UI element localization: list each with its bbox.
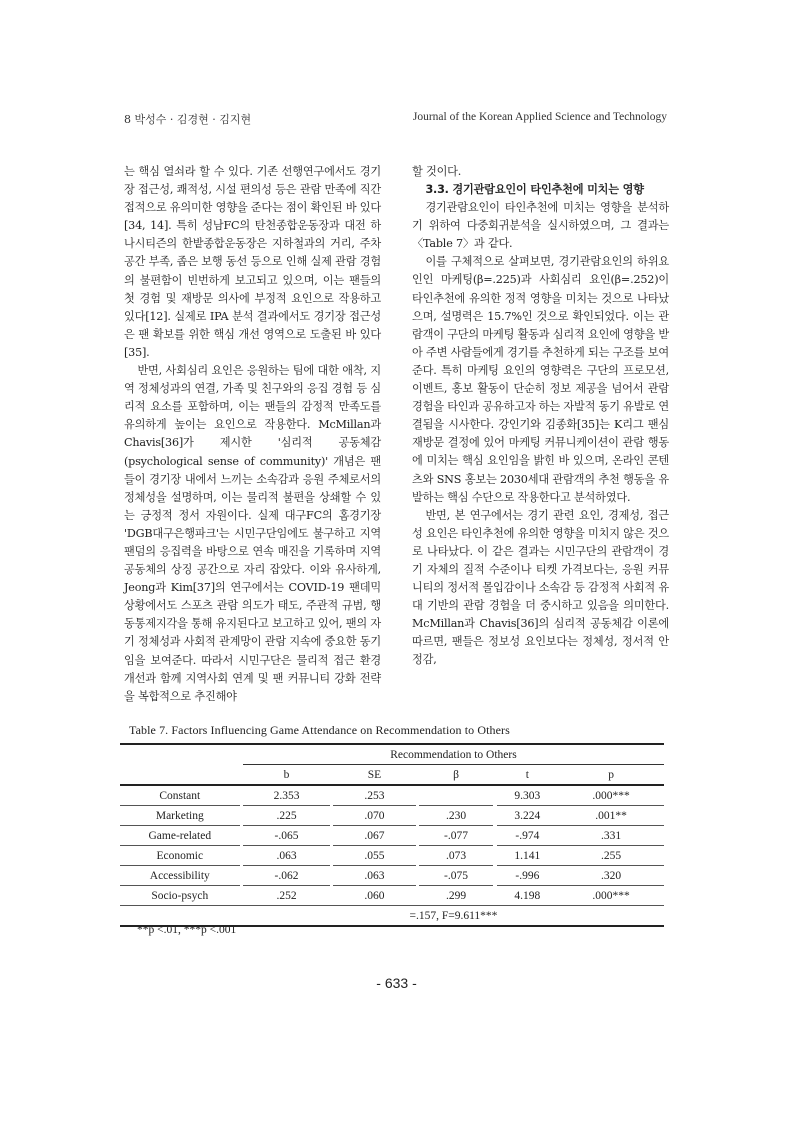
column-header: t <box>497 765 559 786</box>
paragraph: 는 핵심 열쇠라 할 수 있다. 기존 선행연구에서도 경기장 접근성, 쾌적성, 시설 편의성 등은 관람 만족에 직간접적으로 유의미한 영향을 준다는 점이 확인된 바 있다[34, 14]. 특히 성남FC의 탄천종합운동장과 대전 하나시티즌의 한밭종합운동장은 지하철과의 거리, 주차 공간 부족, 좁은 보행 동선 등으로 인해 실제 관람 경험의 불편함이 빈번하게 보고되고 있으며, 이는 팬들의 첫 경험 및 재방문 의사에 부정적 요인으로 작용하고 있다[12]. 실제로 IPA 분석 결과에서도 경기장 접근성은 팬 확보를 위한 핵심 개선 영역으로 도출된 바 있다[35]. <box>124 165 381 359</box>
table-row: Marketing .225 .070 .230 3.224 .001** <box>120 806 664 826</box>
column-header: SE <box>333 765 415 786</box>
running-header-journal: Journal of the Korean Applied Science and Technology <box>412 111 667 123</box>
paragraph: 반면, 본 연구에서는 경기 관련 요인, 경제성, 접근성 요인은 타인추천에 유의한 영향을 미치지 않은 것으로 나타났다. 이 같은 결과는 시민구단의 관람객이 경기 자체의 질적 수준이나 티켓 가격보다는, 응원 커뮤니티의 정서적 몰입감이나 소속감 등 감정적 사회적 유대 기반의 관람 경험을 더 중시하고 있음을 의미한다. McMillan과 Chavis[36]의 심리적 공동체감 이론에 따르면, 팬들은 정보성 요인보다는 정체성, 정서적 안정감, <box>412 508 669 667</box>
right-column <box>412 163 669 670</box>
column-header: β <box>419 765 493 786</box>
table-row: Economic .063 .055 .073 1.141 .255 <box>120 846 664 866</box>
left-column <box>124 163 381 706</box>
paragraph: 경기관람요인이 타인추천에 미치는 영향을 분석하기 위하여 다중회귀분석을 실시하였으며, 그 결과는 〈Table 7〉과 같다. <box>412 201 669 251</box>
table-row: Constant 2.353 .253 9.303 .000*** <box>120 785 664 806</box>
table-note: **p <.01, ***p <.001 <box>137 924 237 936</box>
page-number: - 633 - <box>376 975 417 991</box>
running-header-authors: 8 박성수 · 김경현 · 김지현 <box>124 113 252 126</box>
paragraph: 할 것이다. <box>412 165 462 178</box>
table-row: Socio-psych .252 .060 .299 4.198 .000*** <box>120 886 664 906</box>
paragraph: 이를 구체적으로 살펴보면, 경기관람요인의 하위요인인 마케팅(β=.225)과 사회심리 요인(β=.252)이 타인추천에 유의한 정적 영향을 미치는 것으로 나타났으며, 설명력은 15.7%인 것으로 확인되었다. 이는 관람객이 구단의 마케팅 활동과 심리적 요인에 영향을 받아 주변 사람들에게 경기를 추천하게 되는 구조를 보여준다. 특히 마케팅 요인의 영향력은 구단의 프로모션, 이벤트, 홍보 활동이 단순히 정보 제공을 넘어서 관람 경험을 타인과 공유하고자 하는 자발적 동기 유발로 연결됨을 시사한다. 강인기와 김종화[35]는 K리그 팬심 재방문 결정에 있어 마케팅 커뮤니케이션이 관람 행동에 미치는 핵심 요인임을 밝힌 바 있으며, 온라인 콘텐츠와 SNS 홍보는 2030세대 관람객의 추천 행동을 유발하는 핵심 수단으로 작용한다고 분석하였다. <box>412 255 669 504</box>
table-row: Accessibility -.062 .063 -.075 -.996 .320 <box>120 866 664 886</box>
paragraph: 반면, 사회심리 요인은 응원하는 팀에 대한 애착, 지역 정체성과의 연결, 가족 및 친구와의 응집 경험 등 심리적 요소를 포함하며, 이는 팬들의 감정적 만족도를 유의하게 높이는 요인으로 작용한다. McMillan과 Chavis[36]가 제시한 '심리적 공동체감(psychological sense of community)' 개념은 팬들이 경기장 내에서 느끼는 소속감과 응원 주체로서의 정체성을 설명하며, 이는 물리적 불편을 상쇄할 수 있는 긍정적 정서 자원이다. 실제 대구FC의 홈경기장 'DGB대구은행파크'는 시민구단임에도 불구하고 지역 팬덤의 응집력을 바탕으로 연속 매진을 기록하며 지역 공동체의 상징 공간으로 자리 잡았다. 이와 유사하게, Jeong과 Kim[37]의 연구에서는 COVID-19 팬데믹 상황에서도 스포츠 관람 의도가 태도, 주관적 규범, 행동통제지각을 통해 유지된다고 보고하고 있어, 팬의 자기 정체성과 사회적 관계망이 관람 지속에 중요한 동기임을 보여준다. 따라서 시민구단은 물리적 접근 환경 개선과 함께 지역사회 연계 및 팬 커뮤니티 강화 전략을 복합적으로 추진해야 <box>124 364 381 703</box>
column-header: b <box>243 765 330 786</box>
table-row: Game-related -.065 .067 -.077 -.974 .331 <box>120 826 664 846</box>
regression-table <box>120 743 664 927</box>
table-caption: Table 7. Factors Influencing Game Attendance on Recommendation to Others <box>129 723 510 737</box>
group-header: Recommendation to Others <box>243 744 664 765</box>
column-header: p <box>558 765 664 786</box>
model-summary: =.157, F=9.611*** <box>243 906 664 927</box>
section-heading: 3.3. 경기관람요인이 타인추천에 미치는 영향 <box>425 183 644 197</box>
